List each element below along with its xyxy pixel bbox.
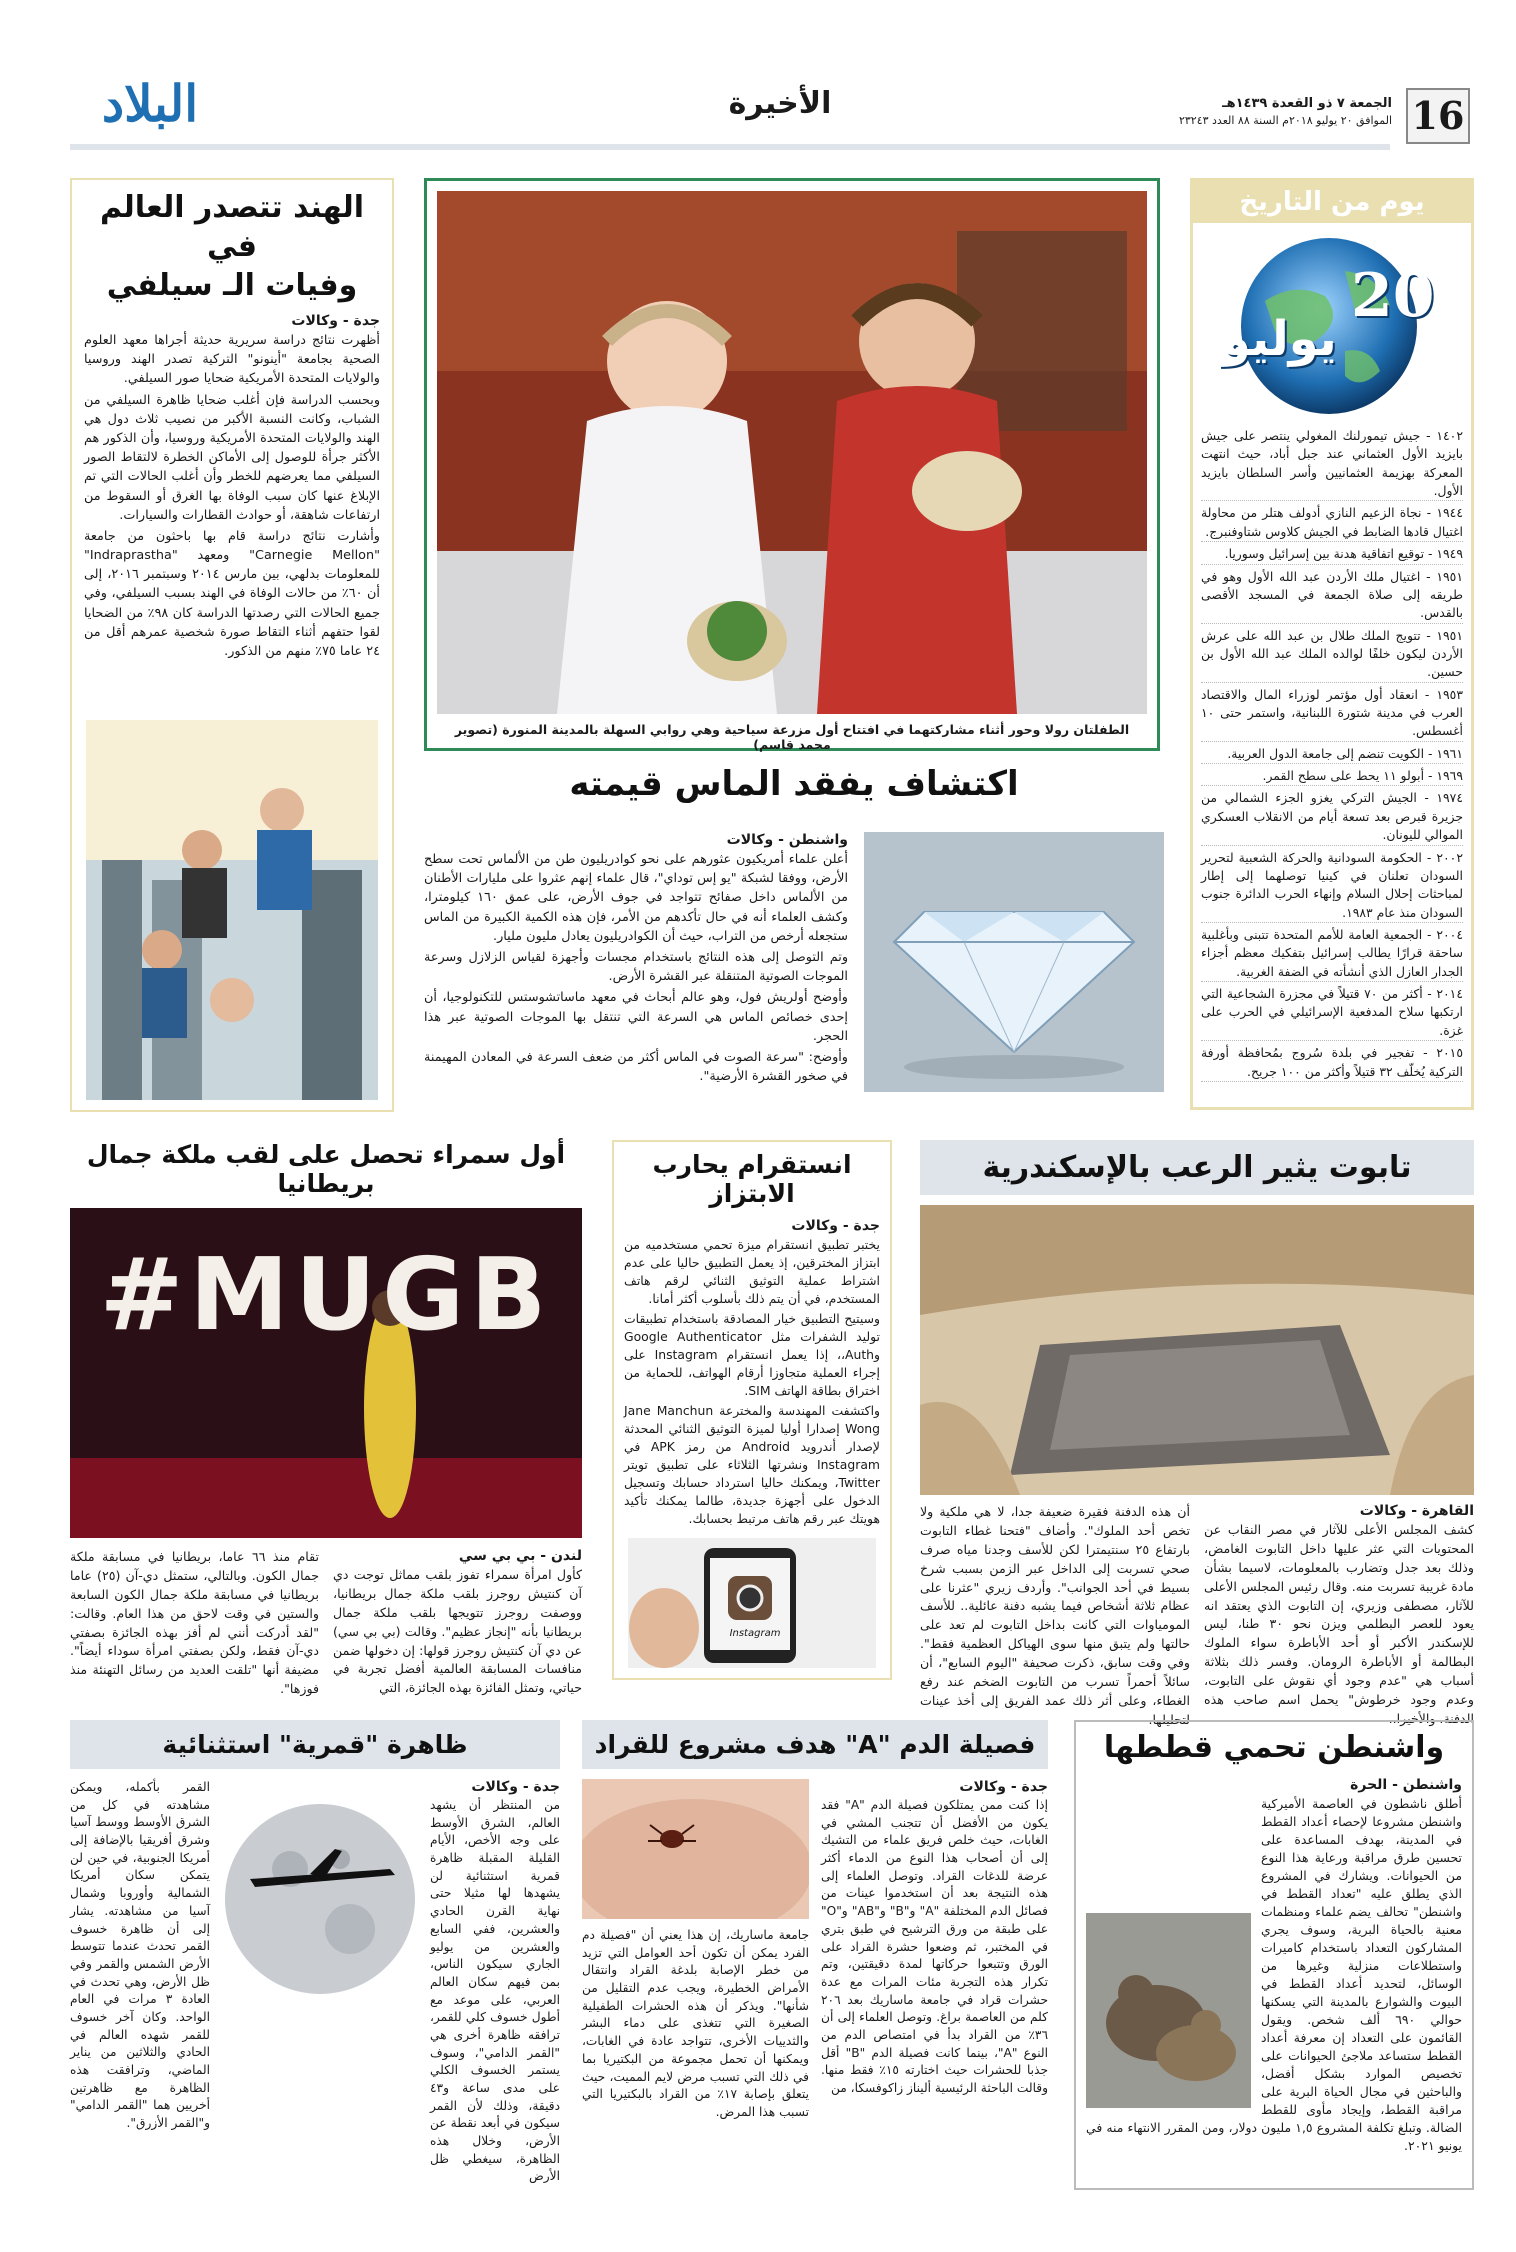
section-title: الأخيرة [728, 86, 832, 121]
tick-photo [582, 1779, 809, 1919]
moon-article [70, 1720, 560, 2190]
history-item: ١٤٠٢ - جيش تيمورلنك المغولي ينتصر على جيش بايزيد الأول العثماني عند جبل أباد، حيث انتهت المعركة بهزيمة العثمانيين وأسر السلطان بايزيد الأول. [1201, 427, 1463, 501]
top-photo-frame [424, 178, 1160, 751]
cats-photo [1086, 1913, 1251, 2108]
blood-dateline: جدة - وكالات [959, 1779, 1048, 1795]
india-title-1: الهند تتصدر العالم في [99, 190, 365, 264]
history-item: ٢٠١٥ - تفجير في بلدة سُروج بمُحافظة أورفة التركية يُخلّف ٣٢ قتيلاً وأكثر من ١٠٠ جريح. [1201, 1044, 1463, 1082]
instagram-article [612, 1140, 892, 1680]
header-rule [70, 144, 1390, 150]
mugb-body-right: كأول امرأة سمراء تفوز بلقب مماثل توجت دي آن كنتيش روجرز بلقب ملكة جمال بريطانيا، ووصفت روجرز تتويجها بلقب ملكة جمال بريطانيا بأنه "إنجاز عظيم". وقالت (بي بي سي) عن دي آن كنتيش روجرز قولها: إن دخولها ضمن منافسات المسابقة العالمية أفضل تجربة في حياتي، وتمثل الفائزة بهذه الجائزة، التي [333, 1567, 582, 1696]
instagram-body [624, 1236, 880, 1528]
mugb-dateline: لندن - بي بي سي [458, 1548, 582, 1564]
mugb-sign: #MUGB [99, 1236, 553, 1353]
coffin-body-left: أن هذه الدفنة فقيرة ضعيفة جدا، لا هي ملكية ولا تخص أحد الملوك". وأضاف "فتحنا غطاء التابوت بارتفاع ٢٥ سنتيمترا لكن للأسف وجدنا مياه صرف صحي تسربت إلى الداخل عبر الزمن بسبب شرخ بسيط في أحد الجوانب". وأردف زيري "عثرنا على عظام ثلاثة أشخاص فيما يشبه دفنة عائلية.. للأسف المومياوات التي كانت بداخل التابوت لم تعد على حالتها ولم يتبق منها سوى الهياكل العظمية فقط". وفي وقت سابق، ذكرت صحيفة "اليوم السابع"، أن سائلاً أحمراً تسرب من التابوت الضخم عند رفع الغطاء، وعلى أثر ذلك عمد الفريق إلى أخذ عينات لتحليلها. [920, 1504, 1190, 1727]
coffin-body-right: كشف المجلس الأعلى للآثار في مصر النقاب عن المحتويات التي عثر عليها داخل التابوت الغامض، وذلك بعد جدل وتضارب بالمعلومات، لاسيما بشأن مادة غريبة تسربت منه. وقال رئيس المجلس الأعلى للآثار، مصطفى وزيري، إن التابوت الذي يعتقد انه يعود للعصر البطلمي ويزن نحو ٣٠ طنا، ليس للإسكندر الأكبر أو أحد الأباطرة سواء الملوك البطالمة أو الأباطرة الرومان. وفسر ذلك بثلاثة أسباب هي "عدم وجود أي نقوش على التابوت، وعدم وجود خرطوش" يحمل اسم صاحب هذه الدفنة، والأخيرا.. [1204, 1522, 1474, 1726]
instagram-para: واكتشفت المهندسة والمخترعة Jane Manchun Wong إصدارا أوليا لميزة التوثيق الثنائي المحدثة لإصدار أندرويد Android من رمز APK في Instagram ونشرتها الثلاثاء على تطبيق تويتر Twitter، ويمكنك حاليا استرداد حسابك وتسجيل الدخول على أجهزة جديدة، طالما يمكنك تأكيد هويتك عبر رقم هاتف مرتبط بحسابك. [624, 1402, 880, 1526]
coffin-headline: تابوت يثير الرعب بالإسكندرية [920, 1140, 1474, 1195]
history-item: ١٩٦٩ - أبولو ١١ يحط على سطح القمر. [1201, 767, 1463, 786]
instagram-headline: انستقرام يحارب الابتزاز [652, 1150, 852, 1208]
selfie-photo [86, 720, 378, 1100]
mugb-headline: أول سمراء تحصل على لقب ملكة جمال بريطانيا [86, 1140, 566, 1198]
mugb-photo [70, 1208, 582, 1538]
cats-headline: واشنطن تحمي قططها [1103, 1730, 1445, 1765]
coffin-photo [920, 1205, 1474, 1495]
mugb-article [70, 1140, 582, 1697]
moon-body-left: القمر بأكمله، ويمكن مشاهدته في كل من الشرق الأوسط ووسط آسيا وشرق أفريقيا بالإضافة إلى أمريكا الجنوبية، في حين لن يتمكن سكان أمريكا الشمالية وأوروبا وشمال آسيا من مشاهدته. يشار إلى أن ظاهرة خسوف القمر تحدث عندما تتوسط الأرض الشمس والقمر وفي ظل الأرض، وهي تحدث في العادة ٣ مرات في العام الواحد. وكان آخر خسوف للقمر شهده العالم في الحادي والثلاثين من يناير الماضي، وترافقت هذه الظاهرة مع ظاهرتين أخريين هما "القمر الدامي" و"القمر الأزرق". [70, 1780, 210, 2131]
issue-date [1072, 96, 1392, 127]
diamond-para: وتم التوصل إلى هذه النتائج باستخدام مجسات وأجهزة لقياس الزلازل وسرعة الموجات الصوتية المتنقلة عبر القشرة الأرض. [424, 949, 848, 985]
blood-headline: فصيلة الدم "A" هدف مشروع للقراد [582, 1720, 1048, 1769]
cats-body: أطلق ناشطون في العاصمة الأميركية واشنطن مشروعا لإحصاء أعداد القطط في المدينة، بهدف المساعدة على تحسين طرق مراقبة ورعاية هذا النوع من الحيوانات. ويشارك في المشروع الذي يطلق عليه "تعداد القطط في واشنطن" تحالف يضم علماء ومنظمات معنية بالحياة البرية، وسوف يجري المشاركون التعداد باستخدام كاميرات واستطلاعات منزلية وغيرها من الوسائل، لتحديد أعداد القطط في البيوت والشوارع بالمدينة التي يسكنها حوالي ٦٩٠ ألف شخص. ويقول القائمون على التعداد إن معرفة أعداد القطط ستساعد ملاجئ الحيوانات على تخصيص الموارد بشكل أفضل، والباحثين في مجال الحياة البرية على مراقبة القطط، وإيجاد مأوى للقطط الضالة. وتبلغ تكلفة المشروع ١,٥ مليون دولار، ومن المقرر الانتهاء منه في يونيو ٢٠٢١. [1086, 1796, 1463, 2153]
badge-number: 20 [1351, 261, 1435, 331]
cats-dateline: واشنطن - الحرة [1350, 1777, 1462, 1793]
diamond-headline: اكتشاف يفقد الماس قيمته [569, 764, 1019, 804]
india-body [84, 331, 380, 661]
coffin-article [920, 1140, 1474, 1727]
date-badge [1201, 231, 1463, 421]
instagram-para: يختبر تطبيق انستقرام ميزة تحمي مستخدميه من ابتزاز المخترقين، إذ يعمل التطبيق حاليا على عدم اشتراط عملية التوثيق الثنائي لرقم هاتف المستخدم، في أن يتم ذلك بأسلوب أكثر أمانا. [624, 1237, 880, 1306]
diamond-photo [864, 832, 1164, 1092]
history-item: ١٩٤٩ - توقيع اتفاقية هدنة بين إسرائيل وسوريا. [1201, 545, 1463, 564]
moon-headline: ظاهرة "قمرية" استثنائية [70, 1720, 560, 1769]
diamond-article [424, 764, 1164, 1112]
instagram-photo [628, 1538, 876, 1668]
girls-photo [437, 191, 1147, 714]
india-para: وأشارت نتائج دراسة قام بها باحثون من جامعة "Carnegie Mellon" ومعهد "Indraprastha" للمعلومات بدلهي، بين مارس ٢٠١٤ وسبتمبر ٢٠١٦، إلى أن ٦٠٪ من حالات الوفاة في الهند بسبب السيلفي، وفي جميع الحالات التي رصدتها الدراسة كان ٩٨٪ من الضحايا لقوا حتفهم أثناء التقاط صورة شخصية عمرهم أقل من ٢٤ عاما ٧٥٪ منهم من الذكور. [84, 528, 380, 659]
history-item: ١٩٧٤ - الجيش التركي يغزو الجزء الشمالي من جزيرة قبرص بعد تسعة أيام من الانقلاب العسكري الموالي لليونان. [1201, 789, 1463, 845]
diamond-dateline: واشنطن - وكالات [726, 832, 848, 848]
date-line-1: الجمعة ٧ ذو القعدة ١٤٣٩هـ [1222, 96, 1392, 111]
history-item: ١٩٤٤ - نجاة الزعيم النازي أدولف هتلر من محاولة اغتيال قادها الضابط في الجيش كلاوس شتاوفنبرج. [1201, 504, 1463, 542]
moon-photo [220, 1789, 420, 2089]
blood-body-right: إذا كنت ممن يمتلكون فصيلة الدم "A" فقد يكون من الأفضل أن تتجنب المشي في الغابات، حيث خلص فريق علماء من التشيك إلى أن أصحاب هذا النوع من الدماء أكثر عرضة للدغات القراد. وتوصل العلماء إلى هذه النتيجة بعد أن استخدموا عينات من فصائل الدم المختلفة "A" و"B" و"AB" و"O" على طبقة من ورق الترشيح في طبق بتري في المختبر، ثم وضعوا حشرة القراد على الورق وتتبعوا حركاتها لمدة دقيقتين، وتم تكرار هذه التجربة مئات المرات مع عدة حشرات قراد في جامعة ماساريك بعد ٢٠٦ كلم من العاصمة براغ. وتوصل العلماء إلى أن ٣٦٪ من القراد بدأ في امتصاص الدم من النوع "A"، بينما كانت فصيلة الدم "B" أقل جذبا للحشرات حيث اختارته ١٥٪ فقط منها. وقالت الباحثة الرئيسية أليناز زاكوفسكا، من [821, 1798, 1048, 2095]
instagram-phone-label: Instagram [729, 1628, 781, 1639]
masthead [70, 74, 1470, 152]
instagram-dateline: جدة - وكالات [791, 1218, 880, 1234]
history-item: ٢٠٠٢ - الحكومة السودانية والحركة الشعبية لتحرير السودان تعلنان في كينيا توصلهما إلى إطار لمباحثات إحلال السلام وإنهاء الحرب الدائرة جنوب السودان منذ عام ١٩٨٣. [1201, 849, 1463, 923]
moon-body-right: من المنتظر أن يشهد العالم، الشرق الأوسط على وجه الأخص، الأيام القليلة المقبلة ظاهرة قمرية استثنائية لن يشهدها لها مثيلا حتى نهاية القرن الحادي والعشرين، ففي السابع والعشرين من يوليو الجاري سيكون الناس، بمن فيهم سكان العالم العربي، على موعد مع أطول خسوف كلي للقمر، ترافقه ظاهرة أخرى هي "القمر الدامي"، وسوف يستمر الخسوف الكلي على مدى ساعة و٤٣ دقيقة، وذلك لأن القمر سيكون في أبعد نقطة عن الأرض، وخلال هذه الظاهرة، سيغطي ظل الأرض [430, 1798, 560, 2184]
history-title: يوم من التاريخ [1193, 181, 1471, 223]
history-item: ١٩٥١ - اغتيال ملك الأردن عبد الله الأول وهو في طريقه إلى صلاة الجمعة في المسجد الأقصى بالقدس. [1201, 568, 1463, 624]
instagram-para: وسيتيح التطبيق خيار المصادقة باستخدام تطبيقات توليد الشفرات مثل Google Authenticator وAuth،، إذا يعمل انستقرام Instagram على إجراء العملية متجاوزا أرقام الهواتف، للحماية من اختراق بطاقة الهاتف SIM. [624, 1310, 881, 1398]
history-item: ١٩٥٣ - انعقاد أول مؤتمر لوزراء المال والاقتصاد العرب في مدينة شتورة اللبنانية، واستمر حتى ١٠ أغسطس. [1201, 686, 1463, 742]
diamond-para: وأوضح: "سرعة الصوت في الماس أكثر من ضعف السرعة في المعادن المهيمنة في صخور القشرة الأرضية". [424, 1049, 848, 1085]
badge-month: يوليو [1221, 311, 1337, 367]
history-item: ٢٠٠٤ - الجمعية العامة للأمم المتحدة تتبنى وبأغلبية ساحقة قرارًا يطالب إسرائيل بتفكيك معظم أجزاء الجدار العازل الذي أنشأته في الضفة الغربية. [1201, 926, 1463, 982]
history-item: ٢٠١٤ - أكثر من ٧٠ قتيلاً في مجزرة الشجاعية التي ارتكبها سلاح المدفعية الإسرائيلي في الحرب على غزة. [1201, 985, 1463, 1041]
blood-body-left: جامعة ماساريك، إن هذا يعني أن "فصيلة دم الفرد يمكن أن تكون أحد العوامل التي تزيد من خطر الإصابة بلدغة القراد وانتقال الأمراض الخطيرة، ويجب عدم التقليل من شأنها". ويذكر أن هذه الحشرات الطفيلية الصغيرة التي تتغذى على دماء البشر والثدييات الأخرى، تتواجد عادة في الغابات، ويمكنها أن تحمل مجموعة من البكتيريا بما في ذلك التي تسبب مرض لايم المميت، حيث يتعلق بإصابة ١٧٪ من القراد بالبكتيريا التي تسبب هذا المرض. [582, 1928, 809, 2119]
india-dateline: جدة - وكالات [291, 313, 380, 329]
india-article [70, 178, 394, 1112]
history-box [1190, 178, 1474, 1110]
history-item: ١٩٦١ - الكويت تنضم إلى جامعة الدول العربية. [1201, 745, 1463, 764]
india-title-2: وفيات الـ سيلفي [106, 268, 358, 303]
cats-article [1074, 1720, 1474, 2190]
top-photo-caption: الطفلتان رولا وحور أثناء مشاركتهما في افتتاح أول مزرعة سياحية وهي روابي السهلة بالمدينة المنورة (تصوير محمد قاسم) [454, 722, 1130, 752]
mugb-body-left: تقام منذ ٦٦ عاما، بريطانيا في مسابقة ملكة جمال الكون. وبالتالي، ستمثل دي-آن (٢٥) عاما بريطانيا في مسابقة ملكة جمال الكون السابعة والستين في وقت لاحق من هذا العام. وقالت: "لقد أدركت أنني لم أفز بهذه الجائزة بصفتي دي-آن فقط، ولكن بصفتي امرأة سوداء أيضاً". مضيفة أنها "تلقت العديد من رسائل التهنئة منذ فوزها". [70, 1549, 319, 1697]
newspaper-logo: البلاد [101, 74, 199, 133]
india-para: أظهرت نتائج دراسة سريرية حديثة أجراها معهد العلوم الصحية بجامعة "أينونو" التركية تصدر الهند وروسيا والولايات المتحدة الأمريكية ضحايا صور السيلفي. [84, 333, 380, 387]
history-list [1201, 427, 1463, 1082]
diamond-para: وأوضح أولريش فول، وهو عالم أبحاث في معهد ماساتشوستس للتكنولوجيا، أن إحدى خصائص الماس هي السرعة التي تنتقل بها الموجات الصوتية عبر هذا الحجر. [424, 990, 848, 1044]
diamond-body [424, 850, 848, 1086]
diamond-para: أعلن علماء أمريكيون عثورهم على نحو كوادريليون طن من الألماس تحت سطح الأرض، ووفقا لشبكة "يو إس توداي"، قال علماء إنهم عثروا على مليارات الأطنان من الألماس داخل صفائح تتواجد في جوف الأرض، على عمق ١٦٠ كيلومترا، وكشف العلماء أنه في حال تأكدهم من الأمر، فإن هذه الكمية الكبيرة من الماس ستجعله أرخص من التراب، حيث أن الكوادريليون يعادل مليون مليار. [424, 852, 848, 944]
moon-dateline: جدة - وكالات [471, 1779, 560, 1795]
india-headline [84, 188, 380, 305]
india-para: وبحسب الدراسة فإن أغلب ضحايا ظاهرة السيلفي من الشباب، وكانت النسبة الأكبر من نصيب ثلاث دول هي الهند والولايات المتحدة الأمريكية وروسيا، وأن الذكور هم الأكثر جرأة للوصول إلى الأماكن الخطرة لالتقاط الصور السيلفي مما يعرضهم للخطر وأن أغلب الحالات التي تم الإبلاغ عنها كان سبب الوفاة بها الغرق أو السقوط من ارتفاعات شاهقة، أو حوادث القطارات والسيارات. [84, 392, 380, 523]
page-number: 16 [1406, 88, 1470, 144]
history-item: ١٩٥١ - تتويج الملك طلال بن عبد الله على عرش الأردن ليكون خلفًا لوالده الملك عبد الله الأول بن حسين. [1201, 627, 1463, 683]
blood-article [582, 1720, 1048, 2190]
coffin-dateline: القاهرة - وكالات [1359, 1503, 1474, 1519]
date-line-2: الموافق ٢٠ يوليو ٢٠١٨م السنة ٨٨ العدد ٢٣٢٤٣ [1178, 114, 1392, 127]
